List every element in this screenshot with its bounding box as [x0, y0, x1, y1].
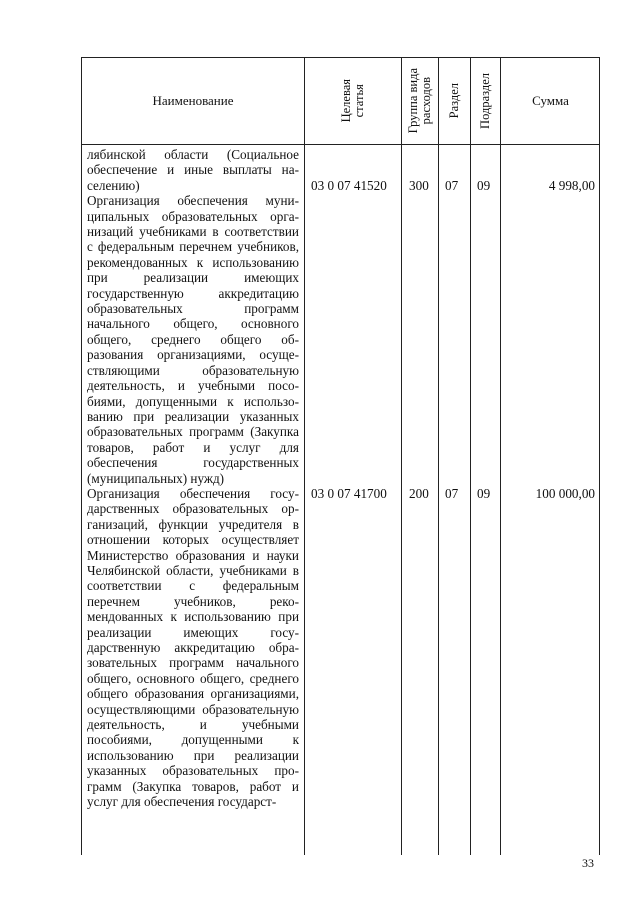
header-divider — [82, 144, 599, 145]
row-expense-group: 200 — [409, 486, 429, 501]
header-expense-group — [401, 58, 438, 144]
column-divider — [500, 58, 501, 855]
row-section: 07 — [445, 178, 459, 193]
column-divider — [470, 58, 471, 855]
row-amount: 4 998,00 — [548, 178, 595, 193]
page-number: 33 — [582, 856, 594, 870]
header-amount — [500, 58, 601, 144]
column-divider — [304, 58, 305, 855]
row-expense-group: 300 — [409, 178, 429, 193]
header-section — [438, 58, 470, 144]
column-divider — [401, 58, 402, 855]
name-column — [87, 147, 299, 809]
row-name: Организация обеспечения государственных образовательных организаций, функции учредителя в отношении которых осуществляет Министерство образования и науки Челябинской области, учебниками в соответствии с федеральным перечнем учебников, рекомендованных к использованию при реализации имеющих государственную аккредитацию образовательных программ начального общего, основного общего, среднего общего образования организациями, осуществляющими образовательную деятельность, и учебными пособиями, допущенными к использованию при реализации указанных образовательных программ (Закупка товаров, работ и услуг для обеспечения государст- — [87, 485, 299, 810]
row-target-article: 03 0 07 41520 — [311, 178, 387, 193]
header-amount-label: Сумма — [532, 93, 569, 108]
header-section-label: Раздел — [446, 83, 461, 119]
budget-table — [81, 57, 600, 855]
header-expense-group-label: Группа вида расходов — [405, 68, 433, 134]
row-subsection: 09 — [477, 486, 491, 501]
row-target-article: 03 0 07 41700 — [311, 486, 387, 501]
header-name-label: Наименование — [152, 93, 234, 108]
header-subsection — [470, 58, 500, 144]
header-target-article — [304, 58, 401, 144]
header-target-article-label: Целевая статья — [338, 79, 366, 123]
row-name: лябинской области (Социальное обеспечение и иные выплаты населению) — [87, 147, 299, 193]
row-subsection: 09 — [477, 178, 491, 193]
row-section: 07 — [445, 486, 459, 501]
column-divider — [438, 58, 439, 855]
header-name — [82, 58, 304, 144]
row-name: Организация обеспечения муниципальных образовательных организаций учебниками в соответствии с федеральным перечнем учебников, рекомендованных к использованию при реализации имеющих государственную аккредитацию образовательных программ начального общего, основного общего, среднего общего образования организациями, осуществляющими образовательную деятельность, и учебными пособиями, допущенными к использованию при реализации указанных образовательных программ (Закупка товаров, работ и услуг для обеспечения государственных (муниципальных) нужд) — [87, 193, 299, 486]
row-amount: 100 000,00 — [535, 486, 595, 501]
header-subsection-label: Подраздел — [477, 73, 492, 129]
